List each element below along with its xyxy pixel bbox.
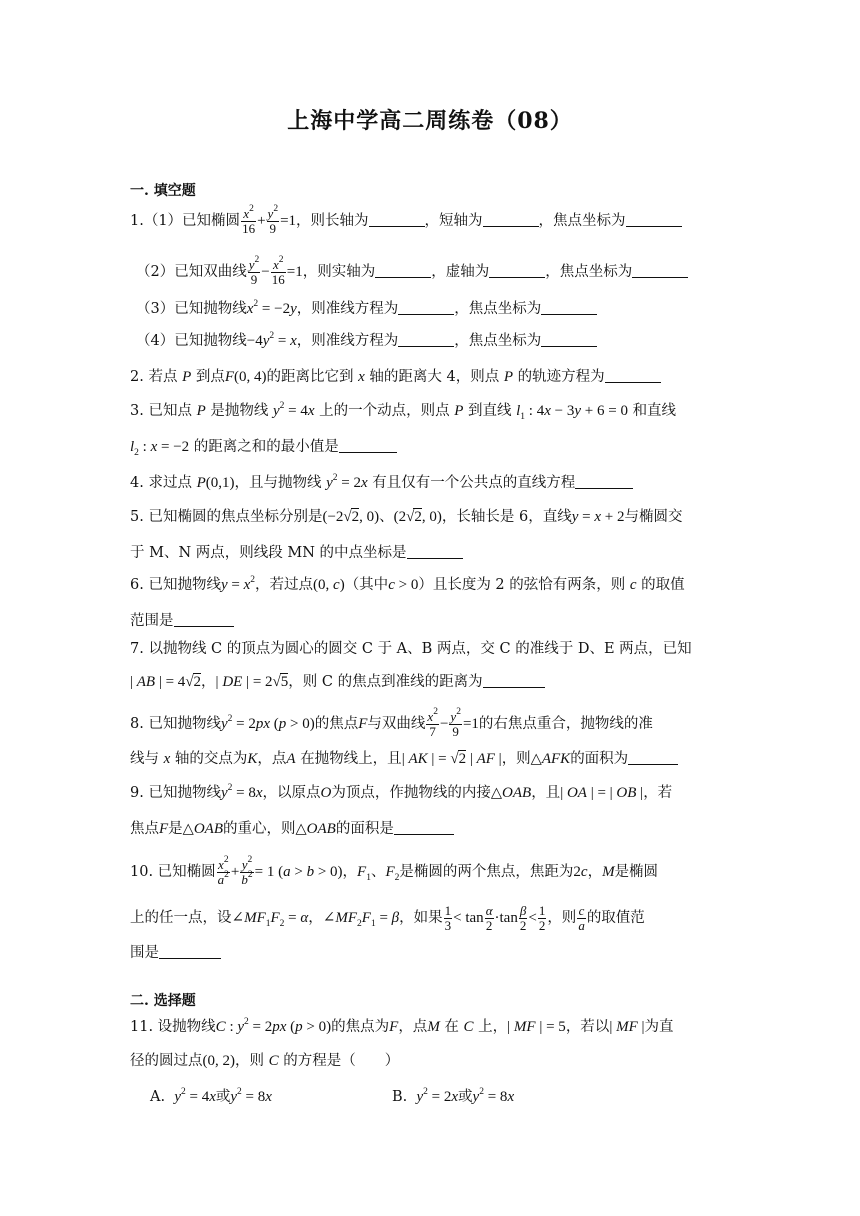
question-3-line-2: $l_2$ : x = −2 的距离之和的最小值是	[130, 438, 730, 455]
question-6-line-2: 范围是	[130, 612, 730, 629]
answer-blank[interactable]	[489, 263, 545, 278]
section-fill-in: 一. 填空题	[130, 183, 196, 199]
question-5-line-1: 5. 已知椭圆的焦点坐标分别是(−2√2, 0)、(2√2, 0)，长轴长是 6，直线y = x + 2与椭圆交	[130, 509, 683, 525]
answer-blank[interactable]	[339, 438, 397, 453]
question-10-line-1: 10. 已知椭圆 $\frac{x^2}{a^2}$ + $\frac{y^2}{b^2}$ = 1 (a > b > 0)，$F_1$、$F_2$是椭圆的两个焦点，焦距为2c，M是椭圆	[130, 855, 659, 887]
answer-blank[interactable]	[541, 300, 597, 315]
answer-blank[interactable]	[628, 750, 678, 765]
answer-blank[interactable]	[575, 474, 633, 489]
answer-blank[interactable]	[632, 263, 688, 278]
answer-blank[interactable]	[398, 300, 454, 315]
answer-blank[interactable]	[375, 263, 431, 278]
question-11-line-2: 径的圆过点(0, 2)，则 C 的方程是（ ）	[130, 1053, 400, 1069]
question-7-line-1: 7. 以抛物线 C 的顶点为圆心的圆交 C 于 A、B 两点，交 C 的准线于 D、E 两点，已知	[130, 641, 692, 657]
answer-blank[interactable]	[483, 673, 545, 688]
answer-blank[interactable]	[394, 820, 454, 835]
option-b[interactable]: B. $y^2 = 2x$或$y^2 = 8x$	[392, 1087, 515, 1105]
question-1-part-4: （4）已知抛物线$-4y^2 = x$，则准线方程为 ，焦点坐标为	[136, 332, 736, 349]
question-5-line-2: 于 M、N 两点，则线段 MN 的中点坐标是	[130, 544, 730, 561]
question-10-line-3: 围是	[130, 944, 730, 961]
question-4: 4. 求过点 P(0,1)，且与抛物线 $y^2 = 2x$ 有且仅有一个公共点的直线方程	[130, 474, 730, 491]
question-11-line-1: 11. 设抛物线C : $y^2 = 2px$ (p > 0)的焦点为F，点M 在 C 上，| MF | = 5，若以| MF |为直	[130, 1017, 674, 1035]
question-8-line-2: 线与 x 轴的交点为K，点A 在抛物线上，且| AK | = √2 | AF |，则△AFK的面积为	[130, 750, 730, 767]
question-6-line-1: 6. 已知抛物线$y = x^2$，若过点(0, c)（其中c > 0）且长度为 2 的弦恰有两条，则 c 的取值	[130, 575, 685, 593]
question-1-part-2: （2）已知双曲线 $\frac{y^2}{9}$ − $\frac{x^2}{16}$ =1，则实轴为 ，虚轴为 ，焦点坐标为	[136, 258, 736, 286]
question-7-line-2: | AB | = 4√2，| DE | = 2√5，则 C 的焦点到准线的距离为	[130, 673, 730, 690]
answer-blank[interactable]	[483, 212, 539, 227]
page-title: 上海中学高二周练卷（08）	[287, 108, 573, 134]
answer-blank[interactable]	[159, 944, 221, 959]
question-10-line-2: 上的任一点，设$\angle MF_1F_2 = \alpha$，$\angle MF_2F_1 = \beta$，如果 $\frac{1}{3}$ < tan $\frac{\alpha}{2}$ ·tan $\frac{\beta}{2}$ < $\frac{1}{2}$ ，则 $\frac{c}{a}$ 的取值范	[130, 903, 645, 933]
question-2: 2. 若点 P 到点F(0, 4)的距离比它到 x 轴的距离大 4，则点 P 的轨迹方程为	[130, 368, 730, 385]
answer-blank[interactable]	[541, 332, 597, 347]
answer-blank[interactable]	[398, 332, 454, 347]
question-1-part-1: 1.（1）已知椭圆 $\frac{x^2}{16}$ + $\frac{y^2}{9}$ =1，则长轴为 ，短轴为 ，焦点坐标为	[130, 207, 730, 235]
question-1-part-3: （3）已知抛物线$x^2 = -2y$，则准线方程为 ，焦点坐标为	[136, 300, 736, 317]
answer-blank[interactable]	[605, 368, 661, 383]
option-a[interactable]: A. $y^2 = 4x$或$y^2 = 8x$	[150, 1087, 272, 1105]
answer-blank[interactable]	[369, 212, 425, 227]
question-8-line-1: 8. 已知抛物线$y^2 = 2px$ (p > 0)的焦点F与双曲线 $\frac{x^2}{7}$ − $\frac{y^2}{9}$ =1的右焦点重合，抛物线的准	[130, 707, 653, 739]
answer-blank[interactable]	[174, 612, 234, 627]
question-3-line-1: 3. 已知点 P 是抛物线 $y^2 = 4x$ 上的一个动点，则点 P 到直线 $l_1$ : 4x − 3y + 6 = 0 和直线	[130, 401, 677, 422]
question-9-line-2: 焦点F是△OAB的重心，则△OAB的面积是	[130, 820, 730, 837]
answer-blank[interactable]	[407, 544, 463, 559]
answer-blank[interactable]	[626, 212, 682, 227]
section-multiple-choice: 二. 选择题	[130, 993, 196, 1009]
question-9-line-1: 9. 已知抛物线$y^2 = 8x$，以原点O为顶点，作抛物线的内接△OAB，且| OA | = | OB |，若	[130, 783, 673, 801]
